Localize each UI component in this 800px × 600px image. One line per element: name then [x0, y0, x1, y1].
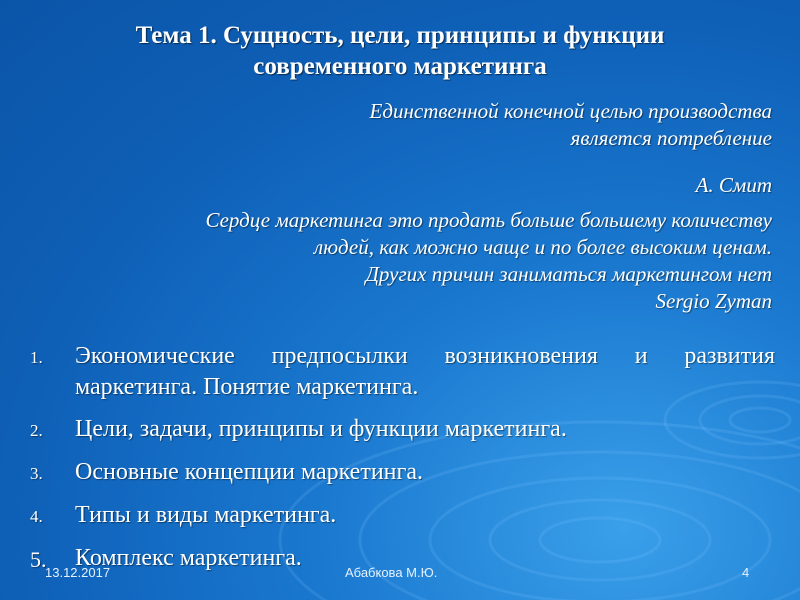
- agenda-item-text: Типы и виды маркетинга.: [75, 502, 337, 528]
- epigraph-quote-2: [12, 207, 772, 315]
- agenda-item-4: [30, 500, 775, 531]
- agenda-item-3: [30, 457, 775, 488]
- slide-title-line-1: Тема 1. Сущность, цели, принципы и функции: [135, 22, 665, 49]
- agenda-item-number: 2.: [30, 421, 43, 440]
- agenda-item-number: 3.: [30, 464, 43, 483]
- footer-author: Абабкова М.Ю.: [345, 565, 438, 580]
- agenda-item-number: 5.: [30, 547, 47, 572]
- agenda-item-number: 4.: [30, 507, 43, 526]
- agenda-item-1: [30, 341, 775, 403]
- quote-2-author: Sergio Zyman: [655, 289, 772, 313]
- slide-title: [40, 20, 760, 82]
- agenda-item-text: Основные концепции маркетинга.: [75, 459, 423, 485]
- slide-title-line-2: современного маркетинга: [253, 53, 547, 80]
- agenda-item-number: 1.: [30, 348, 43, 367]
- footer-date: 13.12.2017: [45, 565, 111, 580]
- quote-2-line-1: Сердце маркетинга это продать больше большему количеству: [205, 208, 772, 232]
- agenda-item-text: Цели, задачи, принципы и функции маркетинга.: [75, 416, 567, 442]
- agenda-item-2: [30, 414, 775, 445]
- epigraph-quote-1: [12, 98, 772, 152]
- agenda-item-text: Экономические предпосылки возникновения и развития маркетинга. Понятие маркетинга.: [75, 343, 775, 400]
- quote-1-author: А. Смит: [695, 173, 772, 197]
- slide-number: 4: [742, 565, 750, 580]
- agenda-item-text: Комплекс маркетинга.: [75, 545, 302, 571]
- quote-2-line-3: Других причин заниматься маркетингом нет: [365, 262, 772, 286]
- agenda-list: [30, 341, 775, 586]
- quote-1-line-1: Единственной конечной целью производства: [369, 99, 772, 123]
- quote-2-line-2: людей, как можно чаще и по более высоким ценам.: [314, 235, 772, 259]
- quote-1-line-2: является потребление: [570, 126, 772, 150]
